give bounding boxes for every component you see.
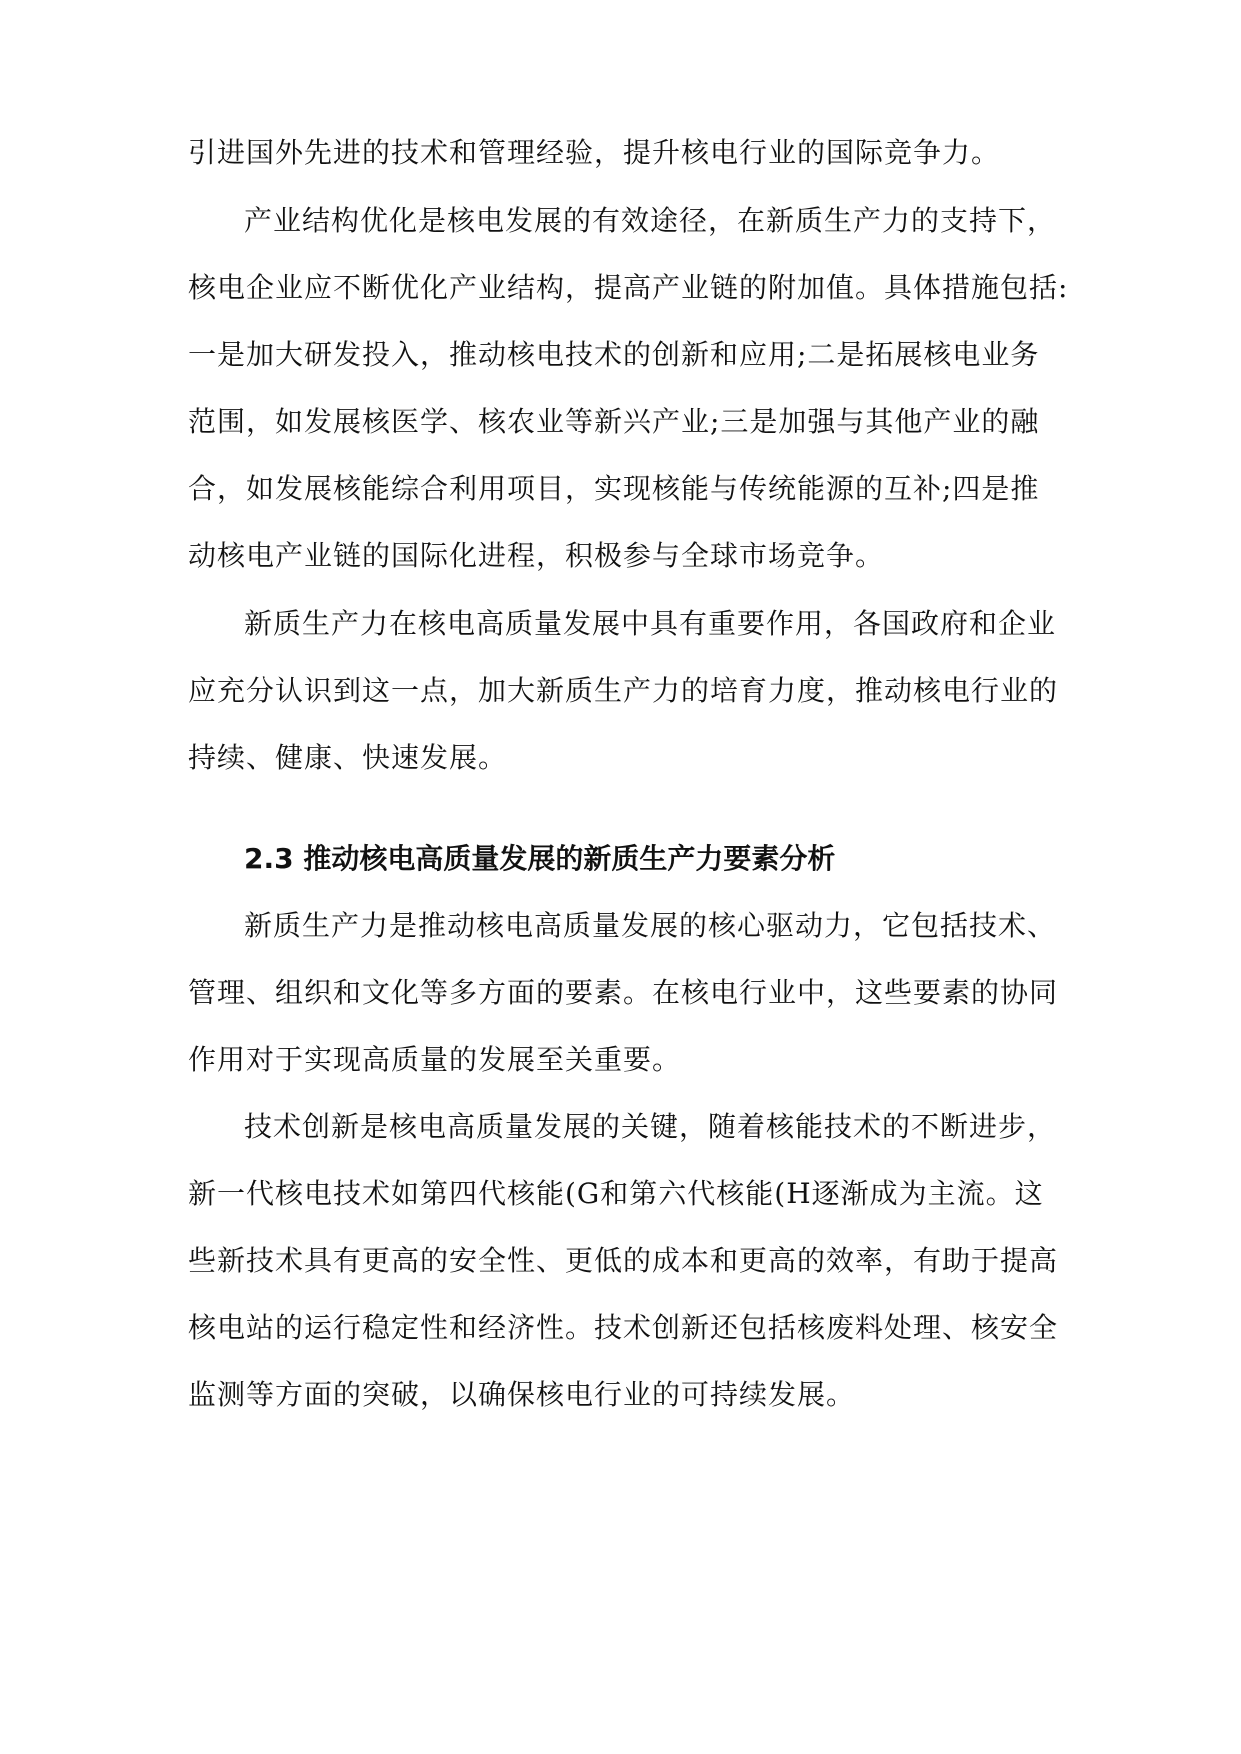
paragraph-line: 合，如发展核能综合利用项目，实现核能与传统能源的互补;四是推	[188, 472, 1040, 505]
section-heading: 2.3 推动核电高质量发展的新质生产力要素分析	[244, 842, 836, 875]
paragraph-line: 核电企业应不断优化产业结构，提高产业链的附加值。具体措施包括:	[188, 271, 1069, 304]
paragraph-line: 核电站的运行稳定性和经济性。技术创新还包括核废料处理、核安全	[188, 1311, 1059, 1344]
paragraph-line: 新质生产力是推动核电高质量发展的核心驱动力，它包括技术、	[244, 909, 1057, 942]
paragraph-line: 作用对于实现高质量的发展至关重要。	[188, 1043, 682, 1076]
paragraph-line: 动核电产业链的国际化进程，积极参与全球市场竞争。	[188, 539, 885, 572]
paragraph-line: 一是加大研发投入，推动核电技术的创新和应用;二是拓展核电业务	[188, 338, 1040, 371]
paragraph-line: 些新技术具有更高的安全性、更低的成本和更高的效率，有助于提高	[188, 1244, 1059, 1277]
paragraph-line: 新质生产力在核电高质量发展中具有重要作用，各国政府和企业	[244, 607, 1057, 640]
paragraph-line: 应充分认识到这一点，加大新质生产力的培育力度，推动核电行业的	[188, 674, 1059, 707]
paragraph-line: 持续、健康、快速发展。	[188, 741, 508, 774]
paragraph-line: 产业结构优化是核电发展的有效途径，在新质生产力的支持下，	[244, 204, 1057, 237]
paragraph-line: 管理、组织和文化等多方面的要素。在核电行业中，这些要素的协同	[188, 976, 1059, 1009]
paragraph-line: 范围，如发展核医学、核农业等新兴产业;三是加强与其他产业的融	[188, 405, 1040, 438]
paragraph-line: 技术创新是核电高质量发展的关键，随着核能技术的不断进步，	[244, 1110, 1057, 1143]
paragraph-line: 引进国外先进的技术和管理经验，提升核电行业的国际竞争力。	[188, 136, 1001, 169]
paragraph-line: 监测等方面的突破，以确保核电行业的可持续发展。	[188, 1378, 856, 1411]
paragraph-line: 新一代核电技术如第四代核能(G和第六代核能(H逐渐成为主流。这	[188, 1177, 1044, 1210]
